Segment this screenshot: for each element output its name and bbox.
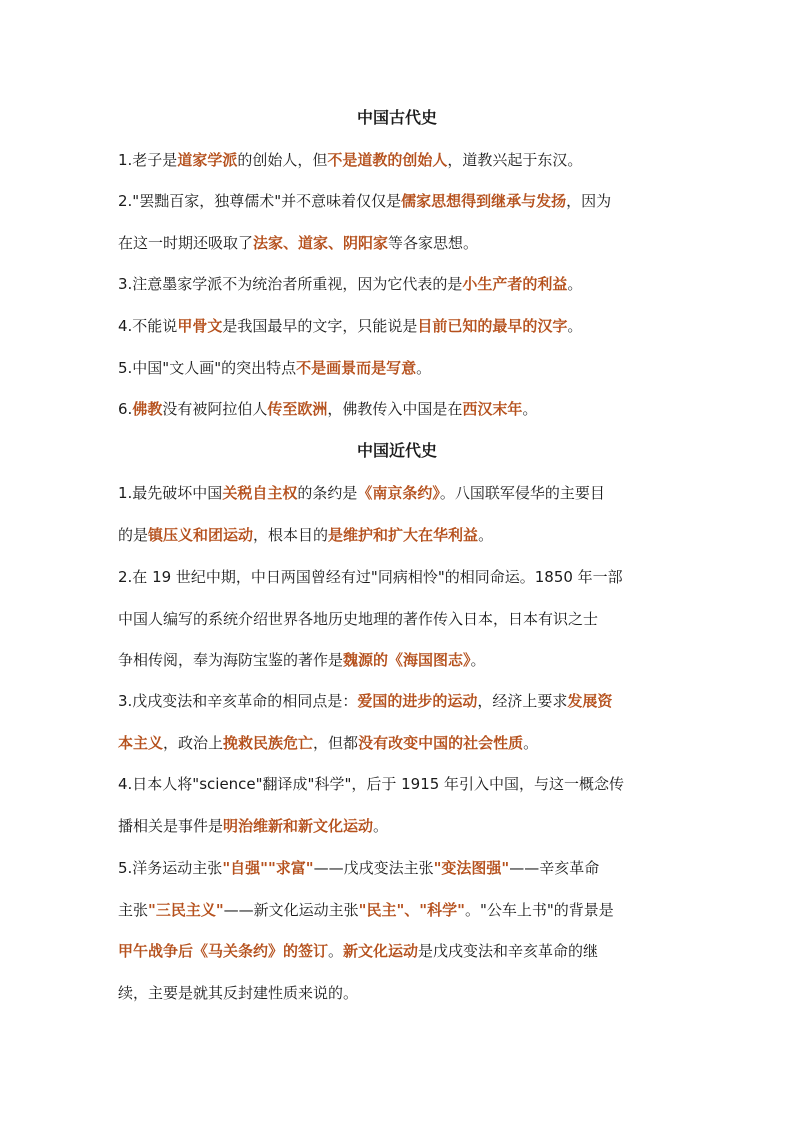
highlighted-phrase: 道家学派 [177, 151, 238, 169]
text-line [118, 857, 680, 879]
highlighted-phrase: 爱国的进步的运动 [357, 692, 478, 710]
text-segment: ，根本目的 [253, 526, 329, 544]
text-segment: 续，主要是就其反封建性质来说的。 [118, 984, 359, 1002]
text-line [118, 732, 680, 754]
text-segment: 。 [567, 317, 583, 335]
highlighted-phrase: 明治维新和新文化运动 [223, 817, 374, 835]
text-segment: 1.最先破坏中国 [118, 484, 223, 502]
text-line [118, 232, 680, 254]
text-segment: ——戊戌变法主张 [313, 859, 434, 877]
text-segment: 5.洋务运动主张 [118, 859, 223, 877]
text-segment: 是我国最早的文字，只能说是 [222, 317, 418, 335]
text-line [118, 315, 680, 337]
text-line [118, 899, 680, 921]
text-segment: 。 [478, 526, 494, 544]
text-line [118, 190, 680, 212]
highlighted-phrase: "三民主义" [148, 901, 224, 919]
highlighted-phrase: 本主义 [118, 734, 164, 752]
text-line [118, 357, 680, 379]
text-segment: 。 [416, 359, 432, 377]
text-segment: ，政治上 [163, 734, 224, 752]
text-segment: 主张 [118, 901, 149, 919]
text-segment: 。 [522, 400, 538, 418]
text-segment: 6. [118, 400, 133, 418]
highlighted-phrase: 不是画景而是写意 [296, 359, 417, 377]
text-line [118, 940, 680, 962]
highlighted-phrase: "变法图强" [433, 859, 510, 877]
text-segment: 等各家思想。 [388, 234, 479, 252]
text-segment: 中国人编写的系统介绍世界各地历史地理的著作传入日本，日本有识之士 [118, 610, 599, 628]
text-segment: ——新文化运动主张 [223, 901, 359, 919]
highlighted-phrase: 没有改变中国的社会性质 [358, 734, 524, 752]
text-line [118, 566, 680, 588]
text-segment: ，佛教传入中国是在 [327, 400, 463, 418]
text-segment: 。 [567, 275, 583, 293]
text-line [118, 149, 680, 171]
text-segment: 。 [523, 734, 539, 752]
text-segment: 。 [328, 942, 344, 960]
highlighted-phrase: 挽救民族危亡 [223, 734, 314, 752]
text-segment: ，道教兴起于东汉。 [447, 151, 583, 169]
text-line [118, 398, 680, 420]
highlighted-phrase: 小生产者的利益 [462, 275, 568, 293]
text-segment: 的是 [118, 526, 149, 544]
text-segment: 1.老子是 [118, 151, 178, 169]
highlighted-phrase: 魏源的《海国图志》 [343, 651, 471, 669]
highlighted-phrase: "自强""求富" [222, 859, 314, 877]
section-heading-ancient: 中国古代史 [356, 108, 437, 127]
highlighted-phrase: 甲骨文 [177, 317, 223, 335]
text-line [118, 608, 680, 630]
highlighted-phrase: 目前已知的最早的汉字 [417, 317, 568, 335]
text-segment: 。 [470, 651, 486, 669]
text-line [118, 690, 680, 712]
text-segment: ——辛亥革命 [509, 859, 600, 877]
text-line [118, 815, 680, 837]
highlighted-phrase: 是维护和扩大在华利益 [328, 526, 479, 544]
section-heading-modern: 中国近代史 [356, 441, 437, 460]
text-segment: ，但都 [313, 734, 359, 752]
text-segment: 。"公车上书"的背景是 [464, 901, 614, 919]
text-segment: 3.注意墨家学派不为统治者所重视，因为它代表的是 [118, 275, 463, 293]
text-line [118, 524, 680, 546]
text-segment: 。八国联军侵华的主要目 [439, 484, 605, 502]
text-segment: 的创始人，但 [237, 151, 328, 169]
text-line [118, 273, 680, 295]
highlighted-phrase: 不是道教的创始人 [327, 151, 448, 169]
text-line [118, 482, 680, 504]
text-segment: 没有被阿拉伯人 [162, 400, 268, 418]
text-segment: 争相传阅，奉为海防宝鉴的著作是 [118, 651, 344, 669]
text-segment: 。 [373, 817, 389, 835]
text-segment: 在这一时期还吸取了 [118, 234, 254, 252]
text-segment: 播相关是事件是 [118, 817, 224, 835]
text-line [118, 649, 680, 671]
highlighted-phrase: 新文化运动 [343, 942, 419, 960]
text-segment: 4.不能说 [118, 317, 178, 335]
highlighted-phrase: 法家、道家、阴阳家 [253, 234, 389, 252]
highlighted-phrase: 镇压义和团运动 [148, 526, 254, 544]
text-line [118, 773, 680, 795]
text-segment: ，因为 [566, 192, 612, 210]
highlighted-phrase: 《南京条约》 [357, 484, 440, 502]
highlighted-phrase: 西汉末年 [462, 400, 523, 418]
highlighted-phrase: 儒家思想得到继承与发扬 [401, 192, 567, 210]
highlighted-phrase: 关税自主权 [222, 484, 298, 502]
text-segment: 2."罢黜百家，独尊儒术"并不意味着仅仅是 [118, 192, 402, 210]
highlighted-phrase: 传至欧洲 [267, 400, 328, 418]
text-segment: ，经济上要求 [477, 692, 568, 710]
highlighted-phrase: 甲午战争后《马关条约》的签订 [118, 942, 329, 960]
text-segment: 是戊戌变法和辛亥革命的继 [418, 942, 599, 960]
text-segment: 5.中国"文人画"的突出特点 [118, 359, 297, 377]
highlighted-phrase: 发展资 [567, 692, 613, 710]
text-segment: 4.日本人将"science"翻译成"科学"，后于 1915 年引入中国，与这一概念传 [118, 775, 625, 793]
highlighted-phrase: 佛教 [132, 400, 163, 418]
text-segment: 的条约是 [297, 484, 358, 502]
text-segment: 2.在 19 世纪中期，中日两国曾经有过"同病相怜"的相同命运。1850 年一部 [118, 568, 623, 586]
text-line [118, 982, 680, 1004]
highlighted-phrase: "民主"、"科学" [358, 901, 465, 919]
text-segment: 3.戊戌变法和辛亥革命的相同点是： [118, 692, 358, 710]
